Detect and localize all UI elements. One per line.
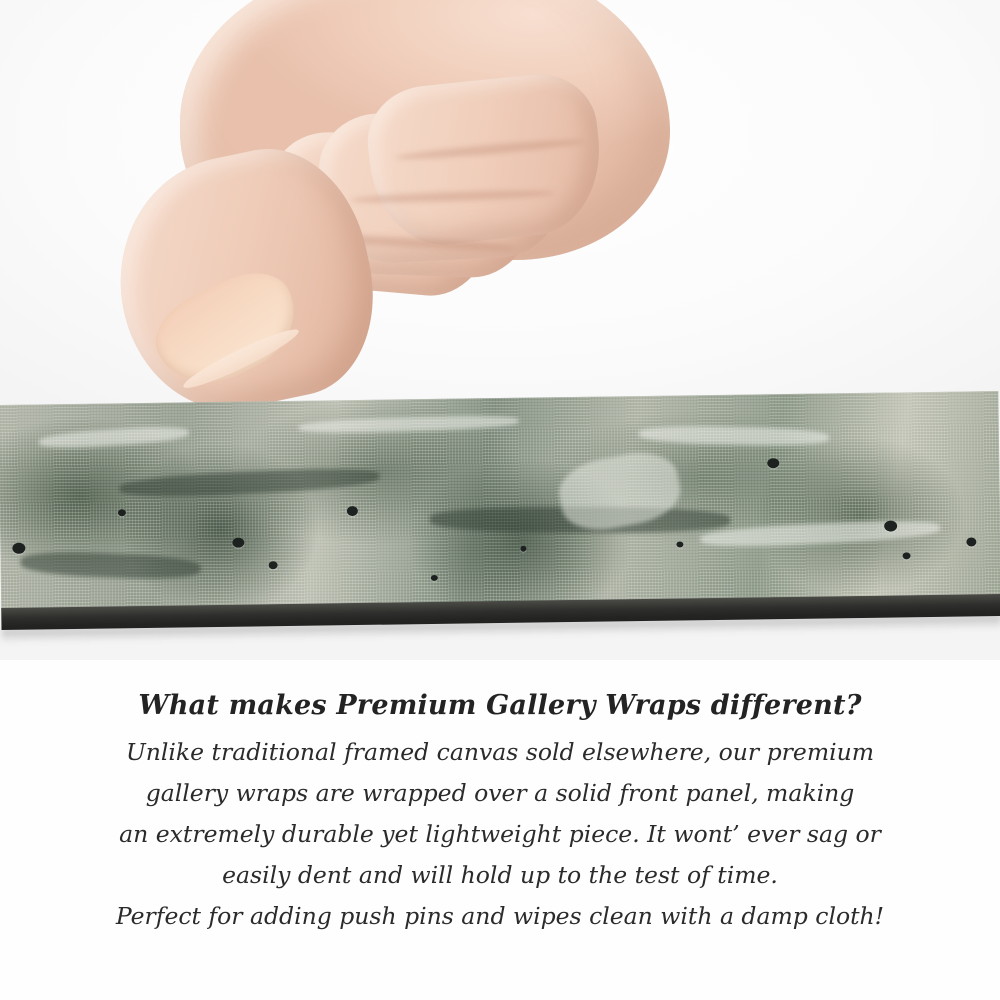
texture-speck [966, 537, 976, 546]
texture-speck [676, 541, 683, 547]
canvas-printed-face [0, 391, 1000, 610]
caption-title: What makes Premium Gallery Wraps different? [138, 690, 862, 721]
canvas-wrap-slab [0, 391, 1000, 637]
hand-illustration [120, 0, 680, 430]
caption-line-2: gallery wraps are wrapped over a solid front panel, making [145, 779, 855, 807]
thumbnail-plate [143, 258, 313, 402]
texture-speck [347, 506, 358, 516]
texture-speck [520, 546, 526, 552]
caption-block [0, 690, 1000, 937]
caption-line-3: an extremely durable yet lightweight piece. It wont’ ever sag or [119, 820, 881, 848]
caption-line-4: easily dent and will hold up to the test of time. [222, 861, 778, 889]
texture-speck [431, 575, 438, 581]
caption-line-1: Unlike traditional framed canvas sold elsewhere, our premium [125, 738, 875, 766]
texture-speck [884, 520, 897, 531]
texture-speck [118, 509, 126, 516]
texture-speck [269, 561, 278, 569]
caption-line-5: Perfect for adding push pins and wipes clean with a damp cloth! [115, 902, 885, 930]
